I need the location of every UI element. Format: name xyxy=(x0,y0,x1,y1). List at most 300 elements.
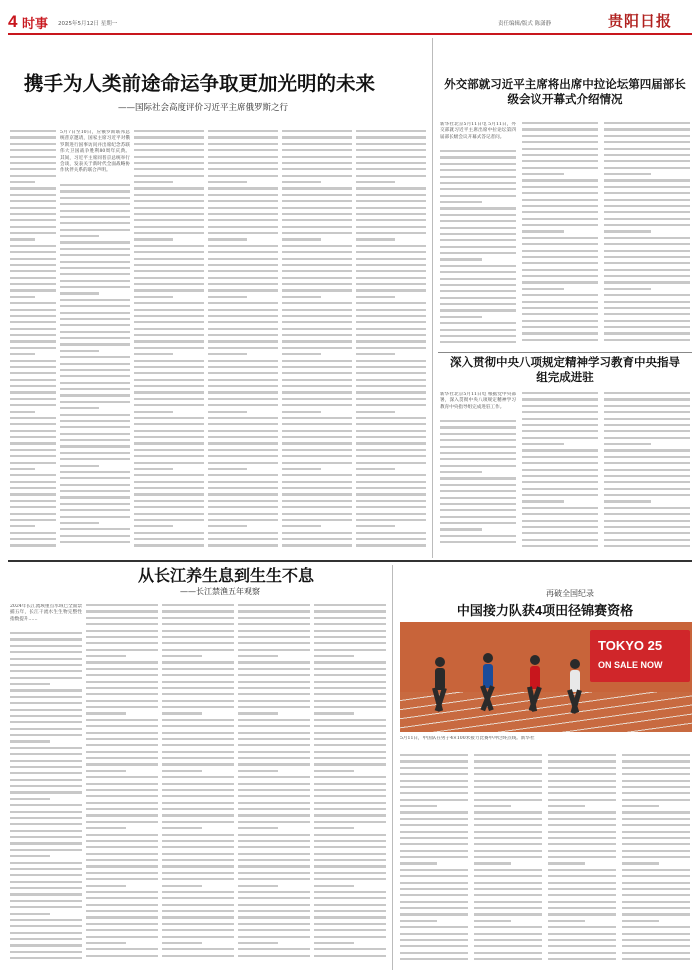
text-line xyxy=(400,888,468,890)
text-line xyxy=(604,179,690,181)
text-line xyxy=(548,767,616,769)
text-line xyxy=(548,945,616,947)
text-line xyxy=(10,830,82,832)
text-line xyxy=(10,702,82,704)
text-line xyxy=(238,802,310,804)
text-line xyxy=(60,210,130,212)
text-line xyxy=(548,773,616,775)
text-line xyxy=(548,894,616,896)
text-line xyxy=(134,519,204,521)
text-line xyxy=(474,818,542,820)
text-line xyxy=(400,760,468,762)
text-line xyxy=(10,513,56,515)
text-line xyxy=(440,516,516,518)
text-line xyxy=(314,776,386,778)
text-line xyxy=(400,799,468,801)
text-line xyxy=(548,843,616,845)
text-line xyxy=(314,840,386,842)
text-line xyxy=(134,487,204,489)
text-line xyxy=(208,379,278,381)
text-line xyxy=(604,532,690,534)
text-line xyxy=(208,430,278,432)
text-line xyxy=(162,751,234,753)
text-line xyxy=(162,923,234,925)
text-line xyxy=(400,894,468,896)
text-line xyxy=(86,712,126,714)
text-line xyxy=(622,945,690,947)
text-line xyxy=(208,513,278,515)
text-line xyxy=(282,391,352,393)
text-line xyxy=(86,802,158,804)
text-line xyxy=(356,334,426,336)
text-line xyxy=(282,366,352,368)
text-line xyxy=(314,853,386,855)
text-line xyxy=(134,315,204,317)
right-middle-text-lines xyxy=(604,392,690,554)
text-line xyxy=(440,303,516,305)
text-line xyxy=(86,827,126,829)
text-line xyxy=(356,481,426,483)
text-line xyxy=(522,256,598,258)
text-line xyxy=(134,181,173,183)
text-line xyxy=(622,869,690,871)
text-line xyxy=(548,786,616,788)
text-line xyxy=(60,394,130,396)
text-line xyxy=(10,347,56,349)
text-line xyxy=(604,275,690,277)
text-line xyxy=(10,677,82,679)
bottom-left-subheadline: ——长江禁渔五年观察 xyxy=(180,587,260,596)
text-line xyxy=(282,213,352,215)
text-line xyxy=(440,341,516,343)
text-line xyxy=(282,436,352,438)
text-line xyxy=(356,168,426,170)
bottom-left-text-lines xyxy=(162,604,234,967)
text-line xyxy=(86,693,158,695)
text-line xyxy=(10,868,82,870)
text-line xyxy=(162,744,234,746)
section-rule xyxy=(438,352,692,353)
text-line xyxy=(356,519,426,521)
text-line xyxy=(10,315,56,317)
text-line xyxy=(400,913,468,915)
text-line xyxy=(60,261,130,263)
text-line xyxy=(10,849,82,851)
text-line xyxy=(10,270,56,272)
text-line xyxy=(208,277,278,279)
text-line xyxy=(208,226,278,228)
text-line xyxy=(522,488,598,490)
text-line xyxy=(134,468,173,470)
text-line xyxy=(604,301,690,303)
text-line xyxy=(548,760,616,762)
text-line xyxy=(356,417,426,419)
text-line xyxy=(86,732,158,734)
text-line xyxy=(522,250,598,252)
text-line xyxy=(238,763,310,765)
page-header xyxy=(8,10,692,32)
text-line xyxy=(474,882,542,884)
text-line xyxy=(314,623,386,625)
text-line xyxy=(522,398,598,400)
text-line xyxy=(282,143,352,145)
text-line xyxy=(10,893,82,895)
text-line xyxy=(238,725,310,727)
text-line xyxy=(440,477,516,479)
text-line xyxy=(314,719,386,721)
text-line xyxy=(238,604,310,606)
text-line xyxy=(134,302,204,304)
text-line xyxy=(10,493,56,495)
text-line xyxy=(208,168,278,170)
text-line xyxy=(208,372,278,374)
text-line xyxy=(86,763,158,765)
text-line xyxy=(208,525,247,527)
text-line xyxy=(604,186,690,188)
text-line xyxy=(522,186,598,188)
text-line xyxy=(10,245,56,247)
text-line xyxy=(238,744,310,746)
text-line xyxy=(356,398,426,400)
text-line xyxy=(86,623,158,625)
text-line xyxy=(474,780,542,782)
text-line xyxy=(10,919,82,921)
text-line xyxy=(162,808,234,810)
text-line xyxy=(208,493,278,495)
text-line xyxy=(208,328,278,330)
text-line xyxy=(314,630,386,632)
text-line xyxy=(162,904,234,906)
text-line xyxy=(548,811,616,813)
text-line xyxy=(356,493,426,495)
text-line xyxy=(622,958,690,960)
text-line xyxy=(162,878,234,880)
text-line xyxy=(282,462,352,464)
text-line xyxy=(314,700,386,702)
text-line xyxy=(474,939,542,941)
text-line xyxy=(86,700,158,702)
text-line xyxy=(208,500,278,502)
text-line xyxy=(10,219,56,221)
text-line xyxy=(162,681,234,683)
text-line xyxy=(238,904,310,906)
text-line xyxy=(356,455,426,457)
text-line xyxy=(86,872,158,874)
text-line xyxy=(60,407,99,409)
text-line xyxy=(134,175,204,177)
text-line xyxy=(474,760,542,762)
text-line xyxy=(282,149,352,151)
text-line xyxy=(162,827,202,829)
text-line xyxy=(604,211,690,213)
text-line xyxy=(356,347,426,349)
text-line xyxy=(314,789,386,791)
text-line xyxy=(522,392,598,394)
column-divider xyxy=(432,38,433,558)
text-line xyxy=(604,141,690,143)
text-line xyxy=(238,789,310,791)
text-line xyxy=(134,277,204,279)
text-line xyxy=(10,823,82,825)
text-line xyxy=(208,238,247,240)
text-line xyxy=(208,538,278,540)
text-line xyxy=(10,130,56,132)
header-rule xyxy=(8,33,692,35)
text-line xyxy=(314,897,386,899)
text-line xyxy=(162,910,234,912)
text-line xyxy=(134,366,204,368)
text-line xyxy=(548,958,616,960)
text-line xyxy=(440,471,482,473)
text-line xyxy=(522,135,598,137)
text-line xyxy=(440,176,516,178)
text-line xyxy=(548,926,616,928)
text-line xyxy=(400,952,468,954)
text-line xyxy=(208,366,278,368)
text-line xyxy=(314,834,386,836)
text-line xyxy=(474,926,542,928)
text-line xyxy=(10,721,82,723)
text-line xyxy=(314,668,386,670)
text-line xyxy=(134,334,204,336)
text-line xyxy=(10,544,56,546)
text-line xyxy=(10,836,82,838)
text-line xyxy=(10,785,82,787)
text-line xyxy=(314,610,386,612)
text-line xyxy=(314,681,386,683)
text-line xyxy=(10,670,82,672)
text-line xyxy=(356,423,426,425)
text-line xyxy=(238,897,310,899)
text-line xyxy=(238,738,310,740)
text-line xyxy=(604,475,690,477)
text-line xyxy=(548,888,616,890)
right-top-lead: 新华社北京5月11日电 5月11日，外交部就习近平主席出席中拉论坛第四届部长级会议开幕式答记者问。 xyxy=(440,122,516,140)
text-line xyxy=(238,776,310,778)
text-line xyxy=(314,661,386,663)
text-line xyxy=(604,269,690,271)
text-line xyxy=(162,757,234,759)
text-line xyxy=(238,757,310,759)
text-line xyxy=(208,207,278,209)
text-line xyxy=(356,232,426,234)
text-line xyxy=(474,913,542,915)
text-line xyxy=(622,805,659,807)
text-line xyxy=(356,360,426,362)
text-line xyxy=(622,939,690,941)
text-line xyxy=(622,792,690,794)
text-line xyxy=(314,891,386,893)
text-line xyxy=(60,528,130,530)
text-line xyxy=(10,638,82,640)
text-line xyxy=(60,222,130,224)
text-line xyxy=(238,948,310,950)
text-line xyxy=(208,156,278,158)
text-line xyxy=(10,689,82,691)
text-line xyxy=(208,309,278,311)
text-line xyxy=(622,831,690,833)
text-line xyxy=(282,430,352,432)
text-line xyxy=(474,824,542,826)
text-line xyxy=(282,481,352,483)
bottom-left-text-lines xyxy=(10,632,82,967)
text-line xyxy=(522,167,598,169)
text-line xyxy=(208,149,278,151)
text-line xyxy=(86,744,158,746)
text-line xyxy=(356,411,395,413)
text-line xyxy=(10,360,56,362)
text-line xyxy=(60,465,99,467)
text-line xyxy=(522,500,564,502)
text-line xyxy=(282,519,352,521)
text-line xyxy=(86,661,158,663)
text-line xyxy=(238,610,310,612)
text-line xyxy=(162,891,234,893)
text-line xyxy=(440,439,516,441)
text-line xyxy=(238,859,310,861)
main-subheadline: ——国际社会高度评价习近平主席俄罗斯之行 xyxy=(118,103,289,113)
text-line xyxy=(604,192,690,194)
text-line xyxy=(10,506,56,508)
text-line xyxy=(86,795,158,797)
text-line xyxy=(604,230,651,232)
text-line xyxy=(60,292,99,294)
text-line xyxy=(60,382,130,384)
text-line xyxy=(622,882,690,884)
text-line xyxy=(522,205,598,207)
text-line xyxy=(440,150,516,152)
text-line xyxy=(208,200,278,202)
text-line xyxy=(10,226,56,228)
text-line xyxy=(522,449,598,451)
text-line xyxy=(10,632,82,634)
text-line xyxy=(10,658,82,660)
text-line xyxy=(10,740,50,742)
text-line xyxy=(10,187,56,189)
text-line xyxy=(522,507,598,509)
text-line xyxy=(548,799,616,801)
text-line xyxy=(134,270,204,272)
text-line xyxy=(10,264,56,266)
text-line xyxy=(282,219,352,221)
text-line xyxy=(282,309,352,311)
text-line xyxy=(10,385,56,387)
text-line xyxy=(314,802,386,804)
text-line xyxy=(10,238,35,240)
text-line xyxy=(622,907,690,909)
text-line xyxy=(440,426,516,428)
text-line xyxy=(440,433,516,435)
text-line xyxy=(60,445,130,447)
text-line xyxy=(356,340,426,342)
text-line xyxy=(604,320,690,322)
text-line xyxy=(282,289,352,291)
text-line xyxy=(314,948,386,950)
text-line xyxy=(162,668,234,670)
issue-date: 2025年5月12日 星期一 xyxy=(58,21,118,27)
right-middle-text-lines xyxy=(440,420,516,554)
editor-credit: 责任编辑/版式 陈潇静 xyxy=(498,21,552,27)
text-line xyxy=(604,481,690,483)
text-line xyxy=(400,958,468,960)
text-line xyxy=(400,901,468,903)
text-line xyxy=(238,795,310,797)
text-line xyxy=(440,322,516,324)
text-line xyxy=(10,277,56,279)
text-line xyxy=(86,846,158,848)
text-line xyxy=(208,506,278,508)
text-line xyxy=(162,802,234,804)
text-line xyxy=(10,258,56,260)
text-line xyxy=(134,258,204,260)
text-line xyxy=(162,846,234,848)
text-line xyxy=(162,649,234,651)
text-line xyxy=(60,363,130,365)
text-line xyxy=(622,920,659,922)
text-line xyxy=(604,224,690,226)
text-line xyxy=(604,430,690,432)
text-line xyxy=(208,334,278,336)
text-line xyxy=(10,519,56,521)
text-line xyxy=(208,462,278,464)
text-line xyxy=(208,532,278,534)
text-line xyxy=(282,544,352,546)
text-line xyxy=(86,706,158,708)
text-line xyxy=(134,462,204,464)
text-line xyxy=(134,130,204,132)
text-line xyxy=(474,869,542,871)
text-line xyxy=(356,474,426,476)
text-line xyxy=(356,181,395,183)
text-line xyxy=(162,916,234,918)
text-line xyxy=(208,187,278,189)
text-line xyxy=(10,766,82,768)
text-line xyxy=(282,353,321,355)
text-line xyxy=(134,404,204,406)
text-line xyxy=(134,264,204,266)
text-line xyxy=(522,326,598,328)
text-line xyxy=(10,321,56,323)
text-line xyxy=(60,452,130,454)
text-line xyxy=(282,404,352,406)
text-line xyxy=(60,401,130,403)
text-line xyxy=(356,315,426,317)
text-line xyxy=(86,948,158,950)
text-line xyxy=(356,385,426,387)
text-line xyxy=(60,241,130,243)
text-line xyxy=(10,462,56,464)
text-line xyxy=(356,238,395,240)
text-line xyxy=(314,604,386,606)
section-name: 时事 xyxy=(22,16,49,31)
text-line xyxy=(548,920,585,922)
text-line xyxy=(522,475,598,477)
text-line xyxy=(208,519,278,521)
text-line xyxy=(86,936,158,938)
text-line xyxy=(282,156,352,158)
text-line xyxy=(208,264,278,266)
text-line xyxy=(162,795,234,797)
main-text-lines xyxy=(356,130,426,554)
text-line xyxy=(60,369,130,371)
text-line xyxy=(282,347,352,349)
text-line xyxy=(604,449,690,451)
text-line xyxy=(548,901,616,903)
text-line xyxy=(604,256,690,258)
text-line xyxy=(162,725,234,727)
text-line xyxy=(282,264,352,266)
text-line xyxy=(208,385,278,387)
